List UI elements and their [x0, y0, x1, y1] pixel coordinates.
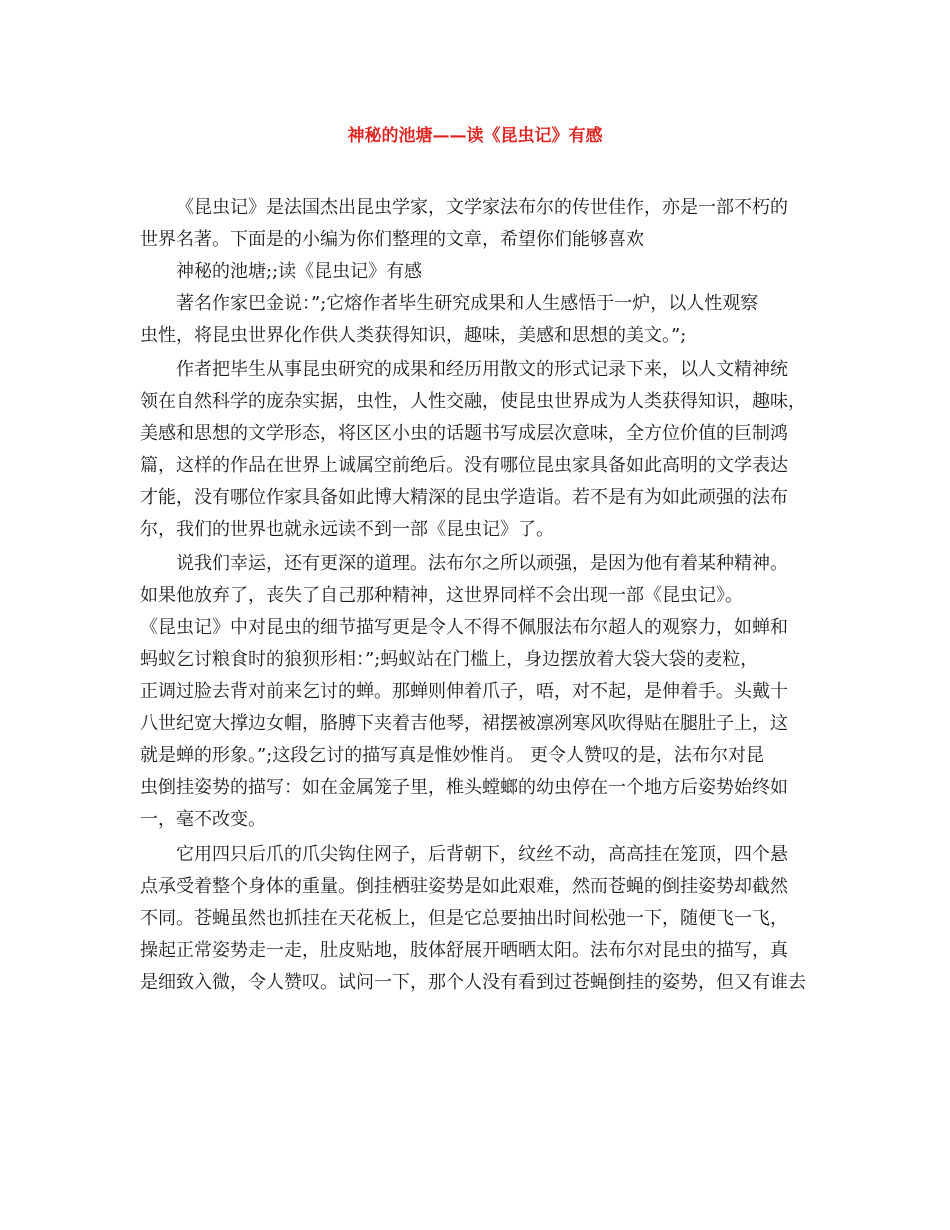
body-line: 领在自然科学的庞杂实据，虫性，人性交融，使昆虫世界成为人类获得知识，趣味， [140, 391, 806, 412]
body-line: 神秘的池塘;;读《昆虫记》有感 [176, 261, 423, 282]
body-line: 《昆虫记》中对昆虫的细节描写更是令人不得不佩服法布尔超人的观察力，如蝉和 [140, 617, 788, 638]
body-line: 著名作家巴金说：”;它熔作者毕生研究成果和人生感悟于一炉，以人性观察 [176, 293, 759, 314]
body-line: 虫性，将昆虫世界化作供人类获得知识，趣味，美感和思想的美文。”; [140, 325, 687, 346]
body-line: 八世纪宽大撑边女帽，胳膊下夹着吉他琴，裙摆被凛冽寒风吹得贴在腿肚子上，这 [140, 713, 788, 734]
body-line: 蚂蚁乞讨粮食时的狼狈形相：”;蚂蚁站在门槛上，身边摆放着大袋大袋的麦粒， [140, 649, 759, 670]
body-line: 世界名著。下面是的小编为你们整理的文章，希望你们能够喜欢 [140, 229, 644, 250]
document-title: 神秘的池塘——读《昆虫记》有感 [347, 126, 603, 146]
body-line: 尔，我们的世界也就永远读不到一部《昆虫记》了。 [140, 519, 554, 540]
body-line: 正调过脸去背对前来乞讨的蝉。那蝉则伸着爪子，唔，对不起，是伸着手。头戴十 [140, 681, 788, 702]
body-line: 作者把毕生从事昆虫研究的成果和经历用散文的形式记录下来，以人文精神统 [176, 359, 788, 380]
body-line: 不同。苍蝇虽然也抓挂在天花板上，但是它总要抽出时间松弛一下，随便飞一飞， [140, 908, 788, 929]
body-line: 它用四只后爪的爪尖钩住网子，后背朝下，纹丝不动，高高挂在笼顶，四个悬 [176, 844, 788, 865]
body-line: 才能，没有哪位作家具备如此博大精深的昆虫学造诣。若不是有为如此顽强的法布 [140, 487, 788, 508]
body-line: 点承受着整个身体的重量。倒挂栖驻姿势是如此艰难，然而苍蝇的倒挂姿势却截然 [140, 876, 788, 897]
body-line: 是细致入微，令人赞叹。试问一下，那个人没有看到过苍蝇倒挂的姿势，但又有谁去 [140, 972, 806, 993]
body-line: 如果他放弃了，丧失了自己那种精神，这世界同样不会出现一部《昆虫记》。 [140, 585, 743, 606]
body-line: 美感和思想的文学形态，将区区小虫的话题书写成层次意味，全方位价值的巨制鸿 [140, 423, 788, 444]
body-line: 说我们幸运，还有更深的道理。法布尔之所以顽强，是因为他有着某种精神。 [176, 553, 788, 574]
body-line: 虫倒挂姿势的描写：如在金属笼子里，椎头螳螂的幼虫停在一个地方后姿势始终如 [140, 777, 788, 798]
body-line: 篇，这样的作品在世界上诚属空前绝后。没有哪位昆虫家具备如此高明的文学表达 [140, 455, 788, 476]
body-line: 就是蝉的形象。”;这段乞讨的描写真是惟妙惟肖。 更令人赞叹的是，法布尔对昆 [140, 745, 764, 766]
body-line: 《昆虫记》是法国杰出昆虫学家，文学家法布尔的传世佳作，亦是一部不朽的 [176, 197, 788, 218]
body-line: 操起正常姿势走一走，肚皮贴地，肢体舒展开晒晒太阳。法布尔对昆虫的描写，真 [140, 940, 788, 961]
body-line: 一，毫不改变。 [140, 809, 266, 830]
